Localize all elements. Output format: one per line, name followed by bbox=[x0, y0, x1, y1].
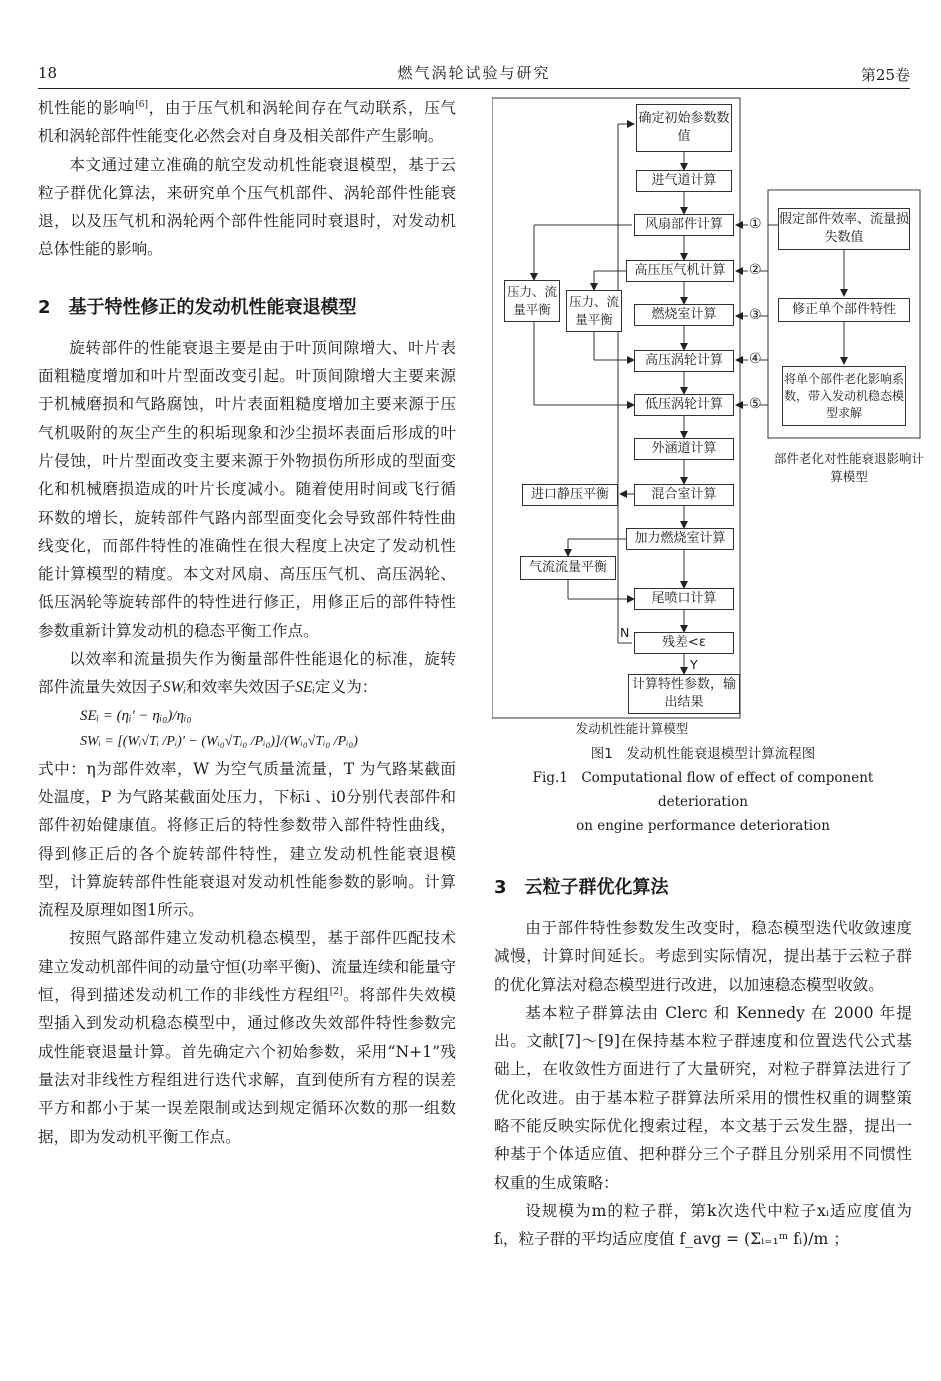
box-fan: 风扇部件计算 bbox=[634, 214, 734, 236]
box-residual: 残差<ε bbox=[634, 632, 734, 654]
marker-3: ③ bbox=[749, 307, 762, 323]
box-balance-inner: 压力、流量平衡 bbox=[566, 290, 622, 332]
box-combustor: 燃烧室计算 bbox=[634, 304, 734, 326]
box-airflow-balance: 气流流量平衡 bbox=[520, 556, 616, 580]
right-column bbox=[494, 874, 912, 1254]
paragraph-4: 式中：η为部件效率，W 为空气质量流量，T 为气路某截面处温度，P 为气路某截面处压力，下标i 、i0分别代表部件和部件初始健康值。将修正后的特性参数带入部件特性曲线，得到修正后的各个旋转部件特性，建立发动机性能衰退模型，计算旋转部件性能衰退对发动机性能参数的影响。计算流程及原理如图1所示。 bbox=[38, 759, 456, 920]
journal-title: 燃气涡轮试验与研究 bbox=[397, 64, 551, 82]
box-bypass: 外涵道计算 bbox=[634, 438, 734, 460]
section-2-heading: 2 基于特性修正的发动机性能衰退模型 bbox=[38, 296, 357, 318]
box-initial-params: 确定初始参数数值 bbox=[636, 104, 732, 152]
figure-caption-cn: 图1 发动机性能衰退模型计算流程图 bbox=[590, 746, 816, 762]
marker-2: ② bbox=[749, 262, 762, 278]
paragraph-5: 按照气路部件建立发动机稳态模型，基于部件匹配技术建立发动机部件间的动量守恒(功率平衡)、流量连续和能量守恒，得到描述发动机工作的非线性方程组[2]。将部件失效模型插入到发动机稳态模型中，通过修改失效部件特性参数完成性能衰退量计算。首先确定六个初始参数，采用“N+1”残量法对非线性方程组进行迭代求解，直到使所有方程的误差平方和都小于某一误差限制或达到规定循环次数的那一组数据，即为发动机平衡工作点。 bbox=[38, 929, 456, 1146]
label-aging-model: 部件老化对性能衰退影响计算模型 bbox=[774, 451, 925, 484]
box-mixer: 混合室计算 bbox=[634, 484, 734, 506]
section-3-heading: 3 云粒子群优化算法 bbox=[494, 877, 669, 898]
page-header bbox=[38, 62, 910, 88]
figure-caption-en: Fig.1 Computational flow of effect of component deterioration on engine performance deterioration bbox=[532, 770, 874, 834]
label-engine-model: 发动机性能计算模型 bbox=[575, 721, 689, 736]
citation-2: [2] bbox=[329, 986, 343, 997]
citation-6: [6] bbox=[135, 99, 149, 110]
paragraph-r2: 基本粒子群算法由 Clerc 和 Kennedy 在 2000 年提出。文献[7]～[9]在保持基本粒子群速度和位置迭代公式基础上，在收敛性方面进行了大量研究，对粒子群算法进行了优化改进。由于基本粒子群算法所采用的惯性权重的调整策略不能反映实际优化搜索过程，本文基于云发生器，提出一种基于个体适应值、把种群分三个子群且分别采用不同惯性权重的生成策略： bbox=[494, 1003, 912, 1192]
paragraph-2: 旋转部件的性能衰退主要是由于叶顶间隙增大、叶片表面粗糙度增加和叶片型面改变引起。叶顶间隙增大主要来源于机械磨损和气路腐蚀，叶片表面粗糙度增加主要来源于压气机吸附的灰尘产生的积垢现象和沙尘损坏表面后形成的叶片侵蚀，叶片型面改变主要来源于外物损伤所形成的型面变化和机械磨损造成的叶片长度减小。随着使用时间或飞行循环数的增长，旋转部件气路内部型面变化会导致部件特性曲线变化，而部件特性的准确性在很大程度上决定了发动机性能计算模型的精度。本文对风扇、高压压气机、高压涡轮、低压涡轮等旋转部件的特性进行修正，用修正后的部件特性参数重新计算发动机的稳态平衡工作点。 bbox=[38, 338, 456, 640]
label-n: N bbox=[620, 625, 630, 640]
box-assume-efficiency: 假定部件效率、流量损失数值 bbox=[778, 208, 910, 250]
left-column bbox=[38, 94, 456, 1151]
box-inlet-static-balance: 进口静压平衡 bbox=[522, 484, 618, 506]
box-modify-characteristics: 修正单个部件特性 bbox=[778, 298, 910, 322]
marker-5: ⑤ bbox=[749, 396, 762, 412]
paragraph-r1: 由于部件特性参数发生改变时，稳态模型迭代收敛速度减慢，计算时间延长。考虑到实际情况，提出基于云粒子群的优化算法对稳态模型进行改进，以加速稳态模型收敛。 bbox=[494, 919, 912, 994]
marker-1: ① bbox=[749, 216, 762, 232]
box-hpt: 高压涡轮计算 bbox=[634, 350, 734, 372]
formula-sw: SWᵢ = [(Wᵢ√Tᵢ /Pᵢ)′ − (Wᵢ₀√Tᵢ₀ /Pᵢ₀)]/(Wᵢ₀√Tᵢ₀ /Pᵢ₀) bbox=[80, 733, 358, 749]
marker-4: ④ bbox=[749, 351, 762, 367]
header-rule bbox=[38, 88, 910, 89]
box-inlet: 进气道计算 bbox=[636, 170, 732, 192]
paragraph-1: 本文通过建立准确的航空发动机性能衰退模型，基于云粒子群优化算法，来研究单个压气机部件、涡轮部件性能衰退，以及压气机和涡轮两个部件性能同时衰退时，对发动机总体性能的影响。 bbox=[38, 155, 456, 259]
box-nozzle: 尾喷口计算 bbox=[634, 588, 734, 610]
box-afterburner: 加力燃烧室计算 bbox=[626, 528, 734, 550]
box-aging-coefficient: 将单个部件老化影响系数，带入发动机稳态模型求解 bbox=[782, 366, 906, 426]
paragraph-r3: 设规模为m的粒子群，第k次迭代中粒子xᵢ适应度值为 fᵢ，粒子群的平均适应度值 f_avg = (Σᵢ₌₁ᵐ fᵢ)/m ； bbox=[494, 1201, 912, 1249]
paragraph-3: 以效率和流量损失作为衡量部件性能退化的标准，旋转部件流量失效因子SWᵢ和效率失效因子SEᵢ定义为： bbox=[38, 650, 456, 697]
box-output: 计算特性参数，输出结果 bbox=[628, 674, 740, 714]
flowchart-figure bbox=[492, 94, 928, 754]
box-hpc: 高压压气机计算 bbox=[626, 260, 734, 282]
paragraph-0: 机性能的影响[6]，由于压气机和涡轮间存在气动联系，压气机和涡轮部件性能变化必然会对自身及相关部件产生影响。 bbox=[38, 99, 456, 146]
formula-se: SEᵢ = (ηᵢ′ − ηᵢ₀)/ηᵢ₀ bbox=[80, 707, 192, 724]
box-balance-outer: 压力、流量平衡 bbox=[504, 280, 560, 322]
page-number: 18 bbox=[38, 64, 58, 82]
label-y: Y bbox=[690, 657, 698, 672]
volume-label: 第25卷 bbox=[860, 66, 910, 84]
box-lpt: 低压涡轮计算 bbox=[634, 394, 734, 416]
